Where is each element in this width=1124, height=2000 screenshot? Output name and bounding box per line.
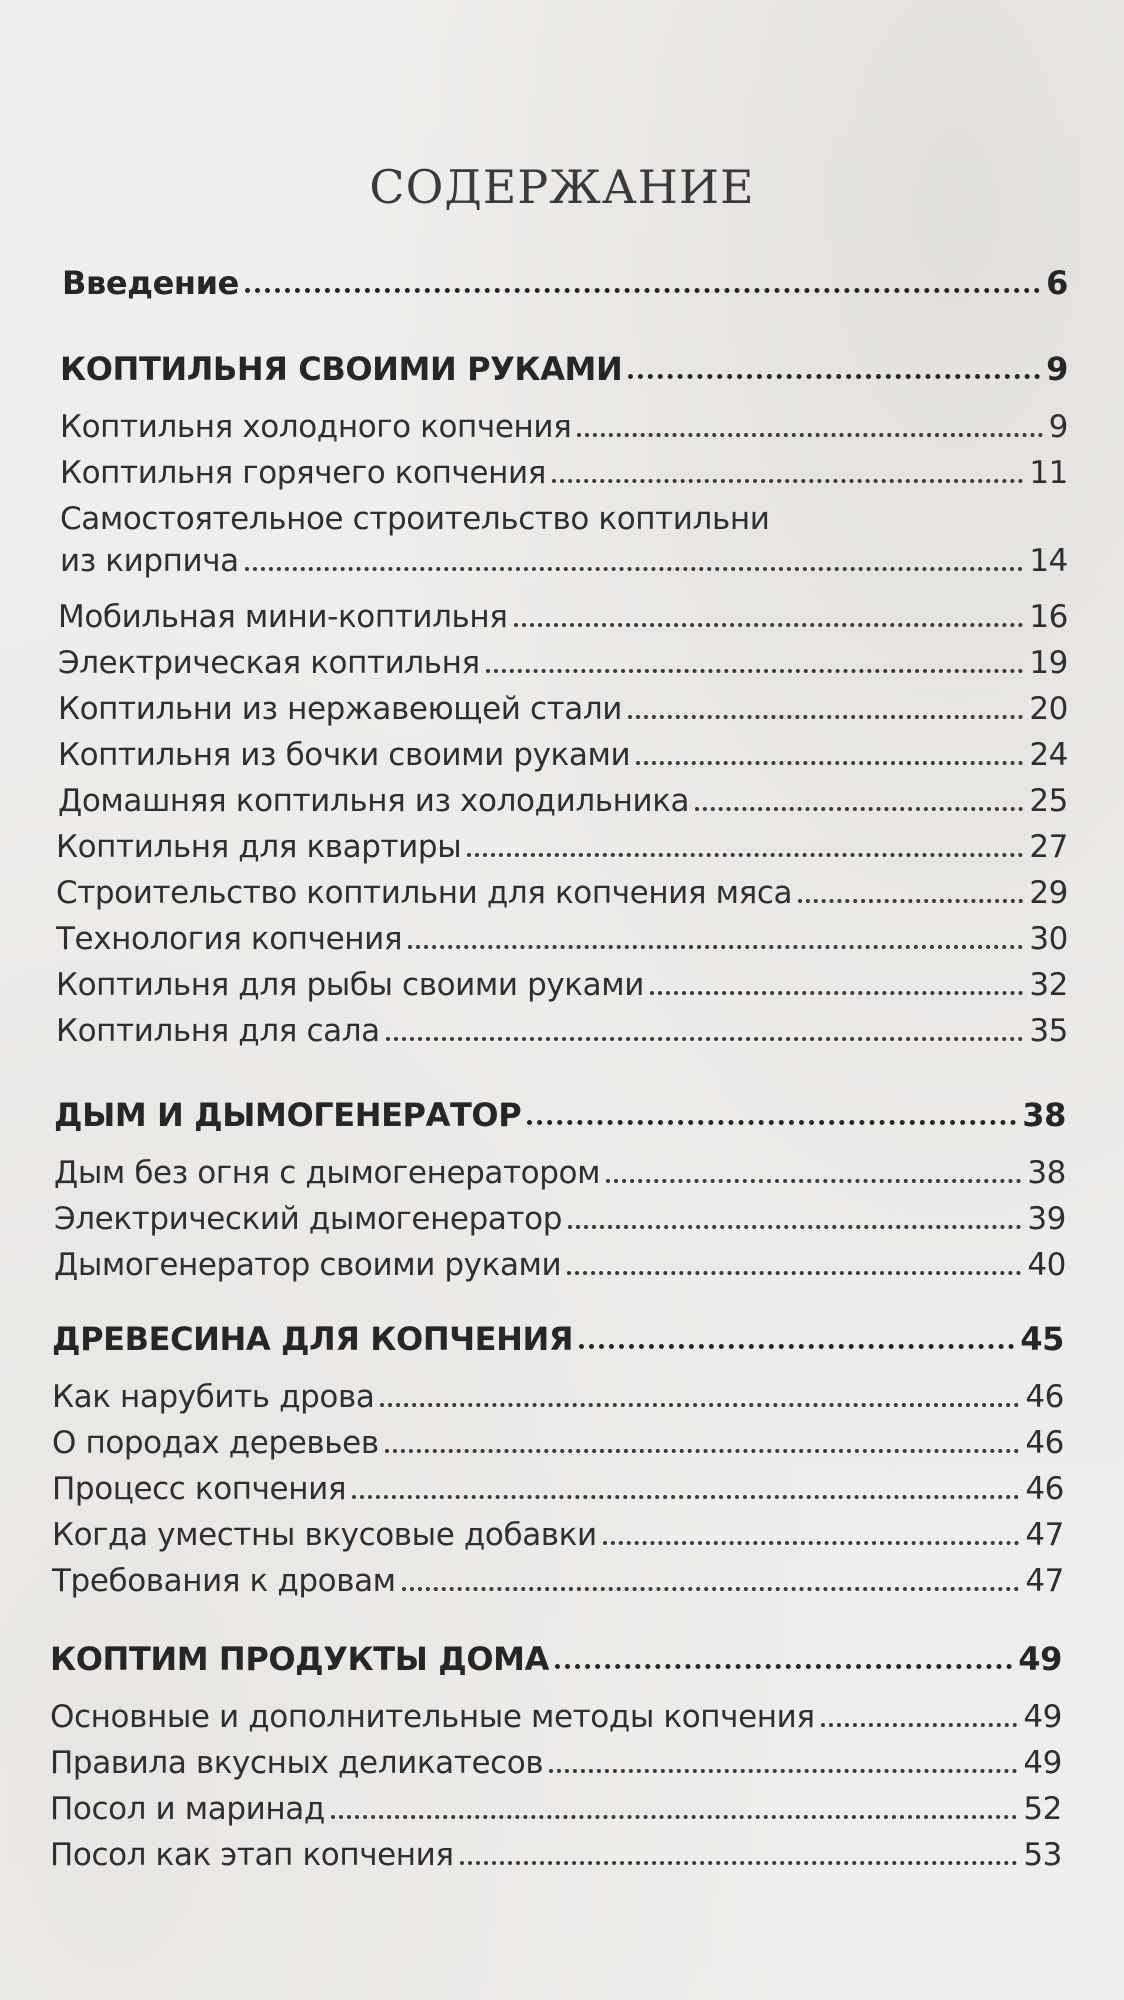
toc-entry-title: Коптильня для сала <box>56 1013 380 1049</box>
toc-entry-title: Домашняя коптильня из холодильника <box>58 783 690 819</box>
toc-entry-title: Коптильня для квартиры <box>56 829 462 865</box>
toc-entry-title: ДРЕВЕСИНА ДЛЯ КОПЧЕНИЯ <box>52 1320 574 1358</box>
toc-entry-title: Дым без огня с дымогенератором <box>54 1155 601 1191</box>
toc-entry-title: Коптильня горячего копчения <box>60 455 546 491</box>
toc-entry-page: 19 <box>1029 645 1068 681</box>
toc-entry <box>50 1790 1062 1828</box>
toc-entry <box>58 736 1068 774</box>
toc-entry-title: Строительство коптильни для копчения мяса <box>56 875 793 911</box>
dot-leader <box>568 1225 1021 1229</box>
dot-leader <box>603 1541 1020 1545</box>
toc-entry-page: 39 <box>1027 1201 1066 1237</box>
toc-entry <box>52 1424 1064 1462</box>
toc-entry <box>54 1246 1066 1284</box>
dot-leader <box>467 853 1023 857</box>
toc-entry <box>56 874 1068 912</box>
toc-entry-page: 45 <box>1020 1320 1064 1358</box>
dot-leader <box>402 1587 1020 1591</box>
toc-entry <box>50 1698 1062 1736</box>
toc-entry-title: КОПТИМ ПРОДУКТЫ ДОМА <box>50 1640 549 1678</box>
dot-leader <box>606 1179 1021 1183</box>
dot-leader <box>408 945 1023 949</box>
dot-leader <box>352 1495 1019 1499</box>
toc-entry-title: Правила вкусных деликатесов <box>50 1745 544 1781</box>
toc-entry-title: Процесс копчения <box>52 1471 347 1507</box>
toc-entry <box>52 1470 1064 1508</box>
toc-entry-page: 38 <box>1027 1155 1066 1191</box>
toc-entry-page: 24 <box>1029 737 1068 773</box>
toc-entry <box>56 966 1068 1004</box>
toc-entry-page: 35 <box>1029 1013 1068 1049</box>
toc-entry-page: 14 <box>1029 543 1068 579</box>
toc-entry-page: 29 <box>1029 875 1068 911</box>
toc-entry-title: Как нарубить дрова <box>52 1379 375 1415</box>
toc-entry-page: 47 <box>1025 1517 1064 1553</box>
toc-entry-page: 27 <box>1029 829 1068 865</box>
toc-entry-title: КОПТИЛЬНЯ СВОИМИ РУКАМИ <box>60 350 623 388</box>
dot-leader <box>577 433 1042 437</box>
toc-entry-title: ДЫМ И ДЫМОГЕНЕРАТОР <box>54 1096 522 1134</box>
toc-entry <box>52 1516 1064 1554</box>
toc-entry-title-continued: из кирпича <box>60 543 239 579</box>
toc-section-entry <box>50 1640 1062 1678</box>
toc-entry <box>54 1200 1066 1238</box>
toc-section-entry <box>60 350 1068 388</box>
toc-entry-title: Когда уместны вкусовые добавки <box>52 1517 597 1553</box>
toc-entry-page: 30 <box>1029 921 1068 957</box>
toc-entry-page: 49 <box>1018 1640 1062 1678</box>
toc-entry-page: 9 <box>1046 350 1068 388</box>
dot-leader <box>385 1449 1020 1453</box>
toc-entry <box>60 454 1068 492</box>
toc-entry-page: 49 <box>1023 1699 1062 1735</box>
toc-entry-page: 25 <box>1029 783 1068 819</box>
dot-leader <box>527 1120 1016 1125</box>
toc-entry-title: Электрический дымогенератор <box>54 1201 562 1237</box>
dot-leader <box>555 1664 1012 1669</box>
toc-entry <box>60 408 1068 446</box>
toc-entry <box>50 1836 1062 1874</box>
dot-leader <box>549 1769 1017 1773</box>
toc-entry-title: Технология копчения <box>56 921 403 957</box>
toc-entry-title: О породах деревьев <box>52 1425 379 1461</box>
toc-section-entry <box>52 1320 1064 1358</box>
toc-entry-title: Электрическая коптильня <box>58 645 480 681</box>
dot-leader <box>460 1861 1018 1865</box>
dot-leader <box>386 1037 1024 1041</box>
toc-entry-page: 6 <box>1046 264 1068 302</box>
toc-entry <box>52 1562 1064 1600</box>
toc-entry-title: Самостоятельное строительство коптильни <box>60 501 770 537</box>
toc-entry-title: Введение <box>62 264 239 302</box>
toc-entry <box>60 500 1068 580</box>
toc-entry-title: Мобильная мини-коптильня <box>58 599 508 635</box>
toc-section-entry <box>62 264 1068 302</box>
toc-entry-line2 <box>60 542 1068 580</box>
toc-entry-page: 52 <box>1023 1791 1062 1827</box>
dot-leader <box>514 623 1024 627</box>
dot-leader <box>821 1723 1018 1727</box>
toc-entry-title: Коптильни из нержавеющей стали <box>58 691 622 727</box>
dot-leader <box>628 715 1023 719</box>
toc-entry-title: Требования к дровам <box>52 1563 396 1599</box>
dot-leader <box>552 479 1023 483</box>
dot-leader <box>798 899 1023 903</box>
toc-entry-page: 46 <box>1025 1425 1064 1461</box>
toc-entry-page: 20 <box>1029 691 1068 727</box>
toc-entry <box>58 690 1068 728</box>
toc-entry-title: Коптильня из бочки своими руками <box>58 737 631 773</box>
toc-entry-page: 47 <box>1025 1563 1064 1599</box>
dot-leader <box>628 374 1040 379</box>
toc-entry-title: Дымогенератор своими руками <box>54 1247 562 1283</box>
toc-entry-title: Коптильня для рыбы своими руками <box>56 967 644 1003</box>
dot-leader <box>695 807 1023 811</box>
page-title: СОДЕРЖАНИЕ <box>369 160 755 214</box>
toc-entry-page: 38 <box>1022 1096 1066 1134</box>
dot-leader <box>636 761 1023 765</box>
toc-entry <box>54 1154 1066 1192</box>
toc-entry-title: Посол и маринад <box>50 1791 325 1827</box>
dot-leader <box>331 1815 1017 1819</box>
toc-entry <box>58 598 1068 636</box>
toc-entry-page: 40 <box>1027 1247 1066 1283</box>
toc-entry-page: 46 <box>1025 1379 1064 1415</box>
dot-leader <box>579 1344 1014 1349</box>
toc-entry <box>56 920 1068 958</box>
toc-entry-page: 32 <box>1029 967 1068 1003</box>
dot-leader <box>245 288 1040 293</box>
toc-entry-page: 49 <box>1023 1745 1062 1781</box>
toc-entry-title: Основные и дополнительные методы копчения <box>50 1699 815 1735</box>
toc-entry <box>56 1012 1068 1050</box>
dot-leader <box>650 991 1023 995</box>
toc-section-entry <box>54 1096 1066 1134</box>
toc-entry <box>50 1744 1062 1782</box>
toc-entry <box>56 828 1068 866</box>
toc-entry-page: 9 <box>1048 409 1068 445</box>
toc-entry-page: 16 <box>1029 599 1068 635</box>
dot-leader <box>245 567 1024 571</box>
toc-entry <box>58 644 1068 682</box>
dot-leader <box>486 669 1024 673</box>
dot-leader <box>380 1403 1019 1407</box>
toc-entry <box>52 1378 1064 1416</box>
toc-entry-page: 53 <box>1023 1837 1062 1873</box>
toc-entry <box>58 782 1068 820</box>
toc-entry-title: Коптильня холодного копчения <box>60 409 572 445</box>
toc-entry-page: 46 <box>1025 1471 1064 1507</box>
toc-entry-title: Посол как этап копчения <box>50 1837 454 1873</box>
toc-entry-page: 11 <box>1029 455 1068 491</box>
dot-leader <box>567 1271 1021 1275</box>
